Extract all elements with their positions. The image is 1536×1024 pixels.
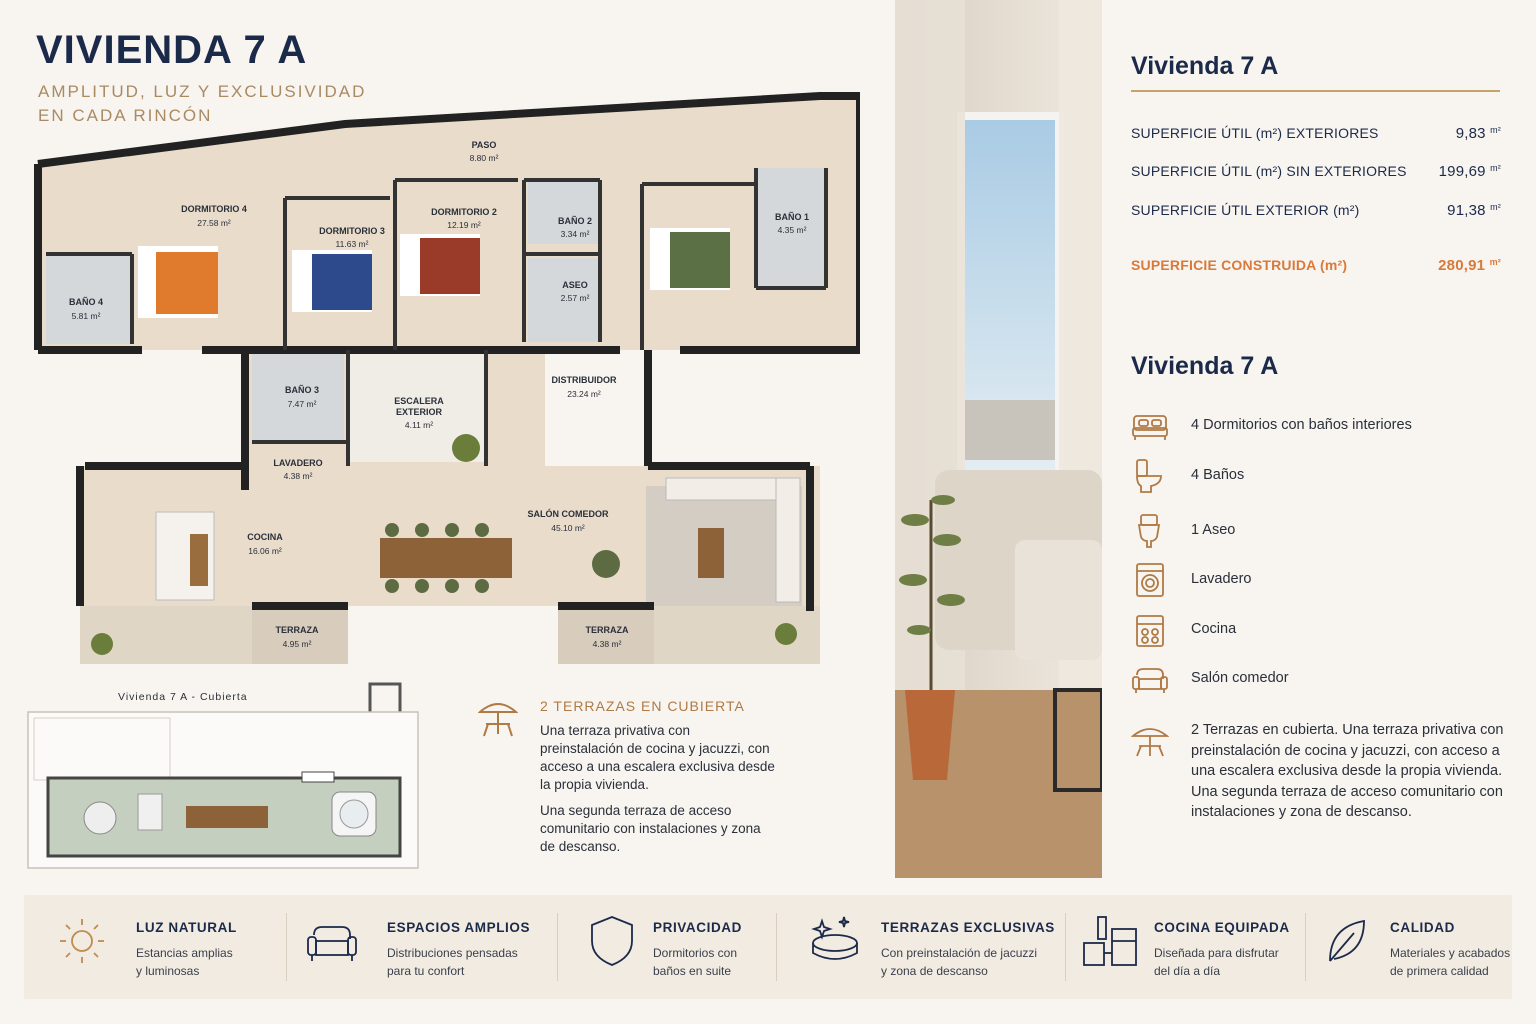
surface-label: SUPERFICIE ÚTIL (m²) SIN EXTERIORES xyxy=(1131,163,1407,179)
highlight-espacios-amplios xyxy=(304,895,554,999)
highlight-title: CALIDAD xyxy=(1390,920,1455,935)
bed-icon xyxy=(1131,408,1169,444)
subtitle-line-1: AMPLITUD, LUZ Y EXCLUSIVIDAD xyxy=(38,82,367,101)
features-title: Vivienda 7 A xyxy=(1131,352,1279,380)
room-distribuidor-area: 23.24 m² xyxy=(567,389,601,399)
room-dormitorio4-area: 27.58 m² xyxy=(197,218,231,228)
feature-cocina xyxy=(1131,612,1511,652)
highlight-title: PRIVACIDAD xyxy=(653,920,743,935)
room-bano2-name: BAÑO 2 xyxy=(557,216,593,226)
room-aseo-name: ASEO xyxy=(562,280,588,290)
highlight-desc xyxy=(387,944,557,980)
highlight-terrazas-exclusivas xyxy=(810,895,1070,999)
room-escalera-area: 4.11 m² xyxy=(404,420,434,430)
highlight-desc-line-2: baños en suite xyxy=(653,964,732,978)
surface-label: SUPERFICIE ÚTIL (m²) EXTERIORES xyxy=(1131,125,1379,141)
toilet-small-icon xyxy=(1131,513,1169,549)
highlight-desc-line-2: para tu confort xyxy=(387,964,465,978)
highlight-desc xyxy=(136,944,306,980)
room-escalera-name-1: ESCALERA xyxy=(394,396,444,406)
room-salon-name: SALÓN COMEDOR xyxy=(527,509,609,519)
sun-icon xyxy=(54,913,110,969)
surface-row-exteriores xyxy=(1131,125,1501,142)
feature-text: 2 Terrazas en cubierta. Una terraza privativa con preinstalación de cocina y jacuzzi, con acceso a una escalera exclusiva desde la propia vivienda. Una segunda terraza de acceso comunitario con instalaciones y zona de descanso. xyxy=(1191,722,1504,820)
room-bano1-area: 4.35 m² xyxy=(777,225,807,235)
room-terraza1-area: 4.95 m² xyxy=(282,639,312,649)
surface-row-sin-exteriores xyxy=(1131,163,1501,180)
sofa-icon xyxy=(1131,661,1169,697)
room-bano4-name: BAÑO 4 xyxy=(68,297,104,307)
highlight-desc-line-1: Con preinstalación de jacuzzi xyxy=(881,946,1038,960)
surface-value xyxy=(1438,257,1501,274)
highlight-desc-line-1: Materiales y acabados xyxy=(1390,946,1511,960)
room-terraza1-name: TERRAZA xyxy=(275,625,319,635)
highlight-calidad xyxy=(1324,895,1511,999)
highlight-title: LUZ NATURAL xyxy=(136,920,237,935)
highlight-desc-line-1: Distribuciones pensadas xyxy=(387,946,518,960)
highlight-title: TERRAZAS EXCLUSIVAS xyxy=(881,920,1055,935)
toilet-icon xyxy=(1131,458,1169,494)
page-title: VIVIENDA 7 A xyxy=(36,28,308,72)
feature-salon xyxy=(1131,661,1511,701)
room-bano1-name: BAÑO 1 xyxy=(774,212,810,222)
highlight-desc-line-1: Estancias amplias xyxy=(136,946,233,960)
room-dormitorio2-name: DORMITORIO 2 xyxy=(431,207,497,217)
strip-divider xyxy=(1065,913,1066,981)
feature-text: Lavadero xyxy=(1191,571,1252,587)
strip-divider xyxy=(557,913,558,981)
feature-text: 1 Aseo xyxy=(1191,522,1236,538)
feature-text: 4 Dormitorios con baños interiores xyxy=(1191,417,1412,433)
jacuzzi-icon xyxy=(810,913,860,969)
terraces-heading: 2 TERRAZAS EN CUBIERTA xyxy=(540,698,745,714)
floor-plan xyxy=(30,86,860,670)
room-terraza2-area: 4.38 m² xyxy=(592,639,622,649)
strip-divider xyxy=(286,913,287,981)
room-bano4-area: 5.81 m² xyxy=(71,311,101,321)
feature-terrazas xyxy=(1131,720,1511,820)
surface-unit: m² xyxy=(1490,163,1501,173)
surface-value xyxy=(1447,202,1501,219)
surface-value xyxy=(1456,125,1501,142)
room-dormitorio3-name: DORMITORIO 3 xyxy=(319,226,385,236)
highlight-desc xyxy=(1154,944,1324,980)
surface-row-construida xyxy=(1131,257,1501,274)
kitchen-icon xyxy=(1082,913,1138,969)
highlight-desc-line-2: y luminosas xyxy=(136,964,200,978)
highlight-cocina-equipada xyxy=(1082,895,1312,999)
feature-aseo xyxy=(1131,513,1511,553)
room-cocina-area: 16.06 m² xyxy=(248,546,282,556)
highlight-desc xyxy=(1390,944,1520,980)
room-dormitorio2-area: 12.19 m² xyxy=(447,220,481,230)
surfaces-divider xyxy=(1131,90,1500,92)
roof-plan xyxy=(26,682,422,872)
feature-text: Cocina xyxy=(1191,621,1237,637)
terraces-paragraph-2: Una segunda terraza de acceso comunitario con instalaciones y zona de descanso. xyxy=(540,803,761,854)
room-salon-area: 45.10 m² xyxy=(551,523,585,533)
room-paso-name: PASO xyxy=(471,140,497,150)
feature-dormitorios xyxy=(1131,408,1511,448)
highlight-desc-line-2: y zona de descanso xyxy=(881,964,988,978)
room-paso-area: 8.80 m² xyxy=(469,153,499,163)
surface-unit: m² xyxy=(1489,257,1501,267)
surface-number: 9,83 xyxy=(1455,125,1486,142)
highlight-desc xyxy=(653,944,823,980)
feature-text: 4 Baños xyxy=(1191,467,1245,483)
room-lavadero-name: LAVADERO xyxy=(273,458,323,468)
surface-label: SUPERFICIE CONSTRUIDA (m²) xyxy=(1131,257,1348,273)
surface-number: 91,38 xyxy=(1447,202,1486,219)
strip-divider xyxy=(1305,913,1306,981)
surface-number: 199,69 xyxy=(1438,163,1486,180)
room-aseo-area: 2.57 m² xyxy=(560,293,590,303)
subtitle-line-2: EN CADA RINCÓN xyxy=(38,106,213,125)
surfaces-title: Vivienda 7 A xyxy=(1131,52,1279,80)
highlight-desc-line-2: de primera calidad xyxy=(1390,964,1489,978)
room-distribuidor-name: DISTRIBUIDOR xyxy=(551,375,617,385)
surface-row-exterior xyxy=(1131,202,1501,219)
highlight-desc xyxy=(881,944,1071,980)
stove-icon xyxy=(1131,612,1169,648)
highlight-title: COCINA EQUIPADA xyxy=(1154,920,1290,935)
room-lavadero-area: 4.38 m² xyxy=(283,471,313,481)
armchair-icon xyxy=(304,913,360,969)
feature-lavadero xyxy=(1131,562,1511,602)
room-dormitorio3-area: 11.63 m² xyxy=(335,239,369,249)
umbrella-table-icon xyxy=(1131,722,1169,758)
feature-text: Salón comedor xyxy=(1191,670,1289,686)
highlight-title: ESPACIOS AMPLIOS xyxy=(387,920,531,935)
room-bano2-area: 3.34 m² xyxy=(560,229,590,239)
room-cocina-name: COCINA xyxy=(247,532,283,542)
highlight-desc-line-2: del día a día xyxy=(1154,964,1221,978)
room-bano3-area: 7.47 m² xyxy=(287,399,317,409)
highlight-desc-line-1: Diseñada para disfrutar xyxy=(1154,946,1279,960)
room-bano3-name: BAÑO 3 xyxy=(284,385,320,395)
interior-photo xyxy=(895,0,1102,878)
roof-plan-label: Vivienda 7 A - Cubierta xyxy=(118,691,248,703)
room-terraza2-name: TERRAZA xyxy=(585,625,629,635)
surface-number: 280,91 xyxy=(1438,257,1486,274)
umbrella-table-icon xyxy=(478,696,518,738)
highlights-strip xyxy=(24,895,1512,999)
terraces-paragraph-1: Una terraza privativa con preinstalación de cocina y jacuzzi, con acceso a una escalera exclusiva desde la propia vivienda. xyxy=(540,723,775,792)
surface-unit: m² xyxy=(1490,125,1501,135)
room-escalera-name-2: EXTERIOR xyxy=(395,407,443,417)
highlight-privacidad xyxy=(584,895,784,999)
strip-divider xyxy=(776,913,777,981)
surface-value xyxy=(1439,163,1501,180)
surface-label: SUPERFICIE ÚTIL EXTERIOR (m²) xyxy=(1131,202,1360,218)
highlight-luz-natural xyxy=(54,895,294,999)
highlight-desc-line-1: Dormitorios con xyxy=(653,946,738,960)
shield-icon xyxy=(584,913,640,969)
surface-unit: m² xyxy=(1490,202,1501,212)
washing-machine-icon xyxy=(1131,562,1169,598)
feature-banos xyxy=(1131,458,1511,498)
leaf-icon xyxy=(1324,913,1368,969)
room-dormitorio4-name: DORMITORIO 4 xyxy=(181,204,247,214)
